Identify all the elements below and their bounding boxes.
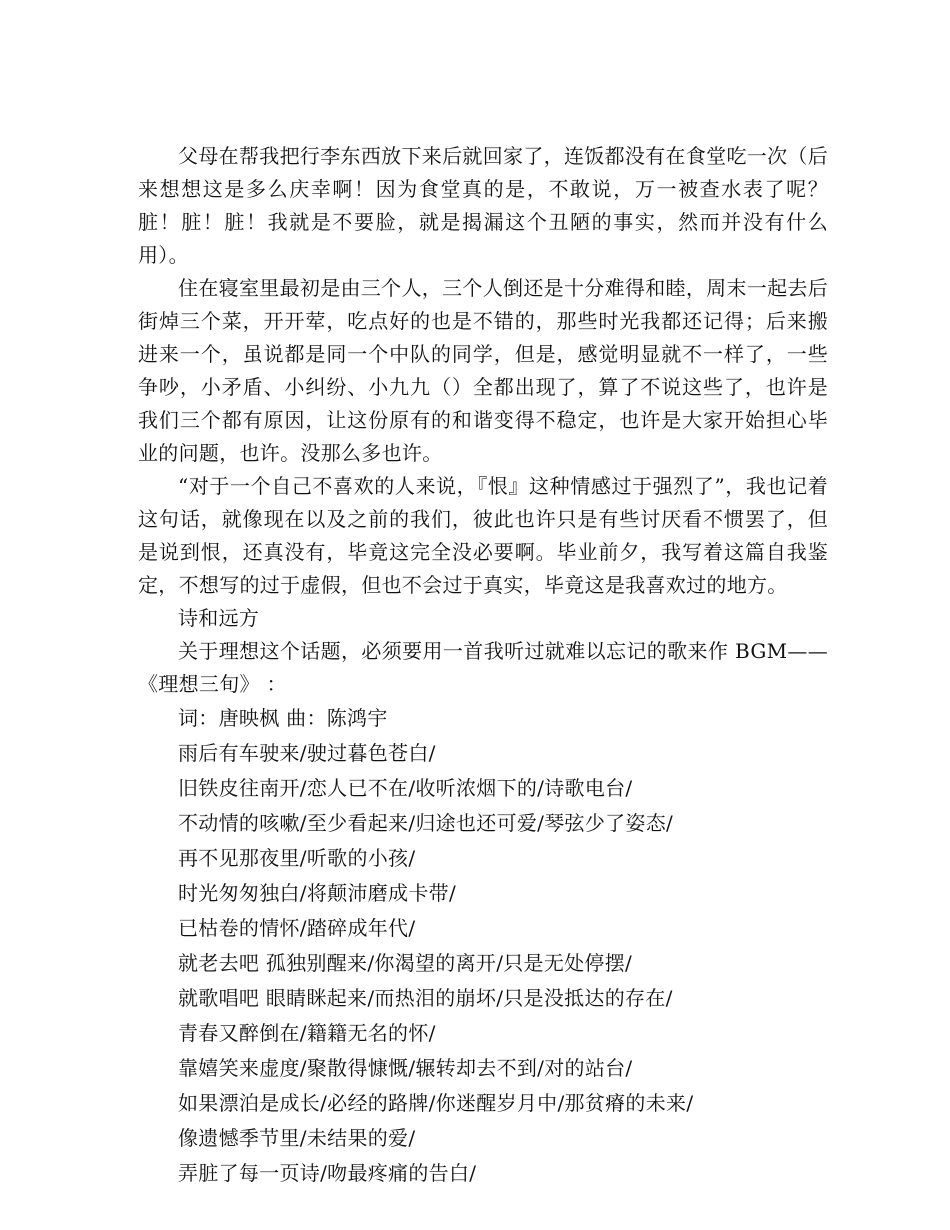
- lyric-line: 不动情的咳嗽/至少看起来/归途也还可爱/琴弦少了姿态/: [178, 811, 674, 835]
- lyric-line: 弄脏了每一页诗/吻最疼痛的告白/: [178, 1161, 477, 1185]
- section-intro: 关于理想这个话题，必须要用一首我听过就难以忘记的歌来作 BGM——《理想三旬》 ：: [138, 639, 828, 696]
- lyric-line: 旧铁皮往南开/恋人已不在/收听浓烟下的/诗歌电台/: [178, 776, 633, 800]
- lyric-line: 青春又醉倒在/籍籍无名的怀/: [178, 1021, 436, 1045]
- lyric-line: 靠嬉笑来虚度/聚散得慷慨/辗转却去不到/对的站台/: [178, 1056, 633, 1080]
- lyrics-list: [138, 701, 828, 1191]
- paragraph-parents-leaving: 父母在帮我把行李东西放下来后就回家了，连饭都没有在食堂吃一次（后来想想这是多么庆幸啊！因为食堂真的是，不敢说，万一被查水表了呢？脏！脏！脏！我就是不要脸，就是揭漏这个丑陋的事实，然而并没有什么用）。: [138, 144, 828, 267]
- lyric-line: 就老去吧 孤独别醒来/你渴望的离开/只是无处停摆/: [178, 951, 633, 975]
- lyric-line: 雨后有车驶来/驶过暮色苍白/: [178, 741, 436, 765]
- lyric-line: 时光匆匆独白/将颠沛磨成卡带/: [178, 881, 456, 905]
- lyrics-credit: 词：唐映枫 曲：陈鸿宇: [178, 706, 388, 730]
- lyric-line: 就歌唱吧 眼睛眯起来/而热泪的崩坏/只是没抵达的存在/: [178, 986, 673, 1010]
- lyric-line: 如果漂泊是成长/必经的路牌/你迷醒岁月中/那贫瘠的未来/: [178, 1091, 694, 1115]
- paragraph-dorm-life: 住在寝室里最初是由三个人，三个人倒还是十分难得和睦，周末一起去后街焯三个菜，开开荤，吃点好的也是不错的，那些时光我都还记得；后来搬进来一个，虽说都是同一个中队的同学，但是，感觉明显就不一样了，一些争吵，小矛盾、小纠纷、小九九（）全都出现了，算了不说这些了，也许是我们三个都有原因，让这份原有的和谐变得不稳定，也许是大家开始担心毕业的问题，也许。没那么多也许。: [138, 276, 828, 465]
- section-heading: 诗和远方: [178, 606, 260, 630]
- paragraph-hate-quote: “对于一个自己不喜欢的人来说，『恨』这种情感过于强烈了”，我也记着这句话，就像现在以及之前的我们，彼此也许只是有些讨厌看不惯罢了，但是说到恨，还真没有，毕竟这完全没必要啊。毕业前夕，我写着这篇自我鉴定，不想写的过于虚假，但也不会过于真实，毕竟这是我喜欢过的地方。: [138, 474, 828, 597]
- lyric-line: 像遗憾季节里/未结果的爱/: [178, 1126, 416, 1150]
- lyric-line: 再不见那夜里/听歌的小孩/: [178, 846, 416, 870]
- lyric-line: 已枯卷的情怀/踏碎成年代/: [178, 916, 416, 940]
- document-body: [138, 140, 828, 1191]
